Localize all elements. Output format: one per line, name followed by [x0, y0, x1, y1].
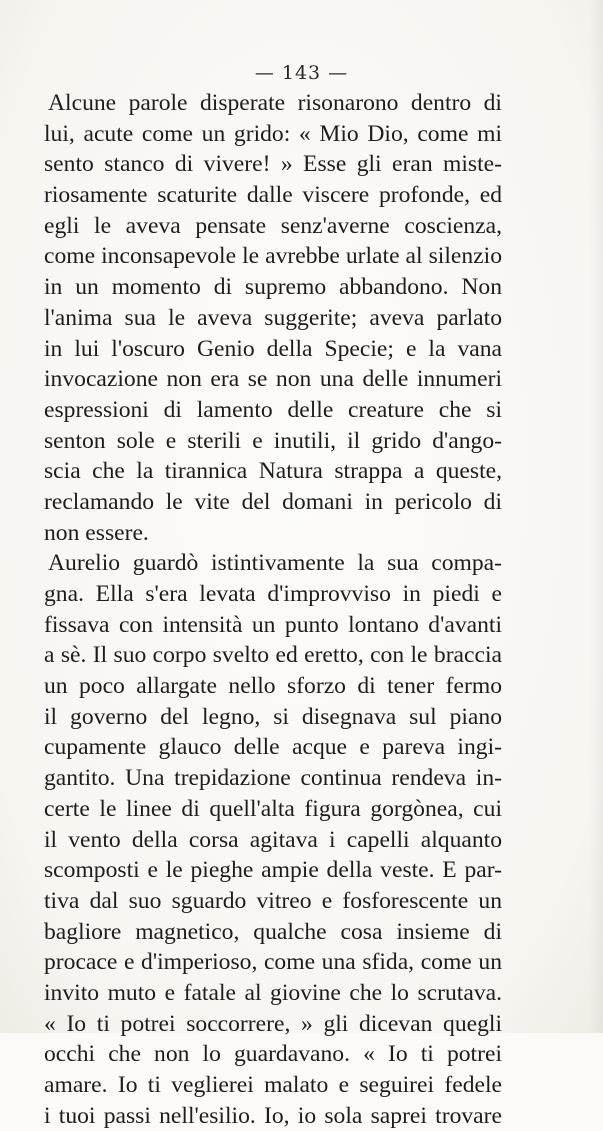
text-line: espressioni di lamento delle creature che si [44, 396, 502, 423]
text-line: scomposti e le pieghe ampie della veste. E par- [44, 857, 502, 884]
text-line: senton sole e sterili e inutili, il grido d'ango- [44, 427, 502, 454]
text-line: in lui l'oscuro Genio della Specie; e la vana [44, 335, 502, 362]
page-number: — 143 — [254, 62, 349, 84]
text-line: non essere. [44, 519, 149, 546]
text-line: il governo del legno, si disegnava sul piano [44, 703, 502, 730]
text-line: « Io ti potrei soccorrere, » gli dicevan quegli [44, 1010, 502, 1037]
text-line: occhi che non lo guardavano. « Io ti potrei [44, 1041, 502, 1068]
text-line: lui, acute come un grido: « Mio Dio, come mi [44, 120, 502, 147]
text-line: un poco allargate nello sforzo di tener fermo [44, 673, 502, 700]
text-line: scia che la tirannica Natura strappa a queste, [44, 458, 502, 485]
text-line: sento stanco di vivere! » Esse gli eran miste- [44, 151, 502, 178]
page-edge-shadow [589, 0, 603, 1033]
text-line: gna. Ella s'era levata d'improvviso in piedi e [44, 581, 502, 607]
text-line: riosamente scaturite dalle viscere profonde, ed [44, 182, 502, 209]
text-line: tiva dal suo sguardo vitreo e fosforescente un [44, 887, 502, 914]
text-line: fissava con intensità un punto lontano d'avanti [44, 611, 502, 638]
text-line: reclamando le vite del domani in pericolo di [44, 488, 502, 515]
text-line: bagliore magnetico, qualche cosa insieme di [44, 918, 502, 945]
text-line: cupamente glauco delle acque e pareva ingi- [44, 734, 502, 761]
text-line: il vento della corsa agitava i capelli alquanto [44, 826, 502, 853]
text-line: amare. Io ti veglierei malato e seguirei fedele [44, 1072, 502, 1098]
text-line: come inconsapevole le avrebbe urlate al silenzio [44, 243, 502, 270]
text-line: Alcune parole disperate risonarono dentro di [48, 90, 502, 116]
text-line: i tuoi passi nell'esilio. Io, io sola saprei trovare [44, 1102, 502, 1129]
text-line: l'anima sua le aveva suggerite; aveva parlato [44, 304, 502, 331]
text-line: certe le linee di quell'alta figura gorgònea, cui [44, 795, 502, 822]
text-line: gantito. Una trepidazione continua rendeva in- [44, 765, 502, 792]
text-line: procace e d'imperioso, come una sfida, come un [44, 949, 502, 976]
text-line: a sè. Il suo corpo svelto ed eretto, con le braccia [44, 642, 502, 669]
text-line: invocazione non era se non una delle innumeri [44, 366, 502, 393]
text-line: Aurelio guardò istintivamente la sua compa- [48, 550, 502, 577]
text-line: egli le aveva pensate senz'averne coscienza, [44, 212, 502, 239]
text-line: in un momento di supremo abbandono. Non [44, 274, 502, 301]
body-text [44, 88, 502, 1131]
text-line: invito muto e fatale al giovine che lo scrutava. [44, 979, 502, 1006]
